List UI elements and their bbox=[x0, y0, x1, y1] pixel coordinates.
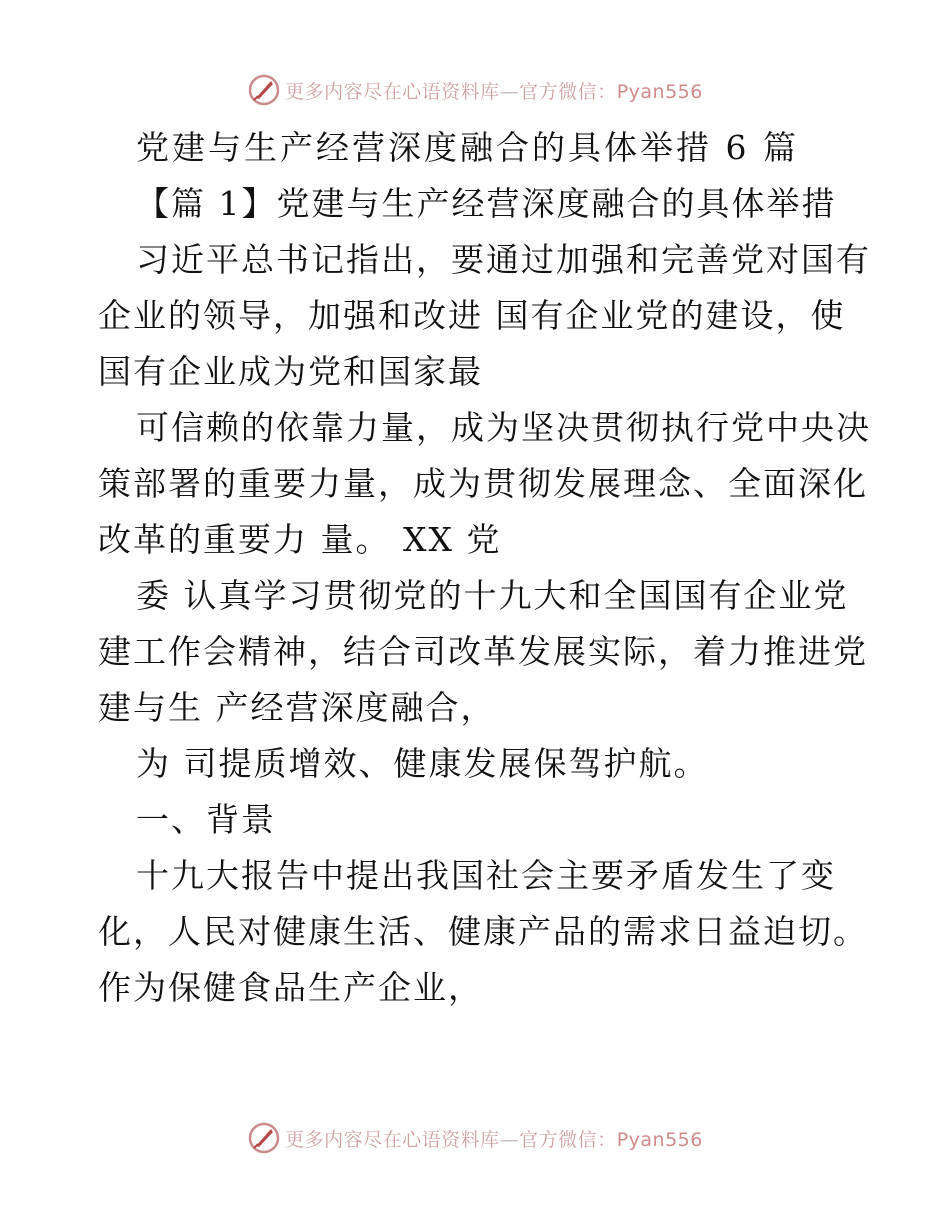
watermark-footer bbox=[0, 1118, 950, 1158]
paragraph-line: 策部署的重要力量，成为贯彻发展理念、全面深化 bbox=[98, 464, 868, 503]
quill-logo-icon bbox=[247, 73, 281, 107]
document-title: 党建与生产经营深度融合的具体举措 6 篇 bbox=[136, 128, 799, 167]
paragraph-line: 习近平总书记指出，要通过加强和完善党对国有 bbox=[136, 240, 871, 279]
paragraph-line: 化，人民对健康生活、健康产品的需求日益迫切。 bbox=[98, 912, 868, 951]
document-body bbox=[98, 120, 871, 1016]
paragraph-line: 企业的领导，加强和改进 国有企业党的建设，使 bbox=[98, 296, 846, 335]
paragraph-line: 作为保健食品生产企业， bbox=[98, 968, 483, 1007]
paragraph-line: 建与生 产经营深度融合， bbox=[98, 688, 496, 727]
paragraph-line: 国有企业成为党和国家最 bbox=[98, 352, 483, 391]
paragraph-line: 十九大报告中提出我国社会主要矛盾发生了变 bbox=[136, 856, 836, 895]
section-subheading: 一、背景 bbox=[136, 800, 276, 839]
paragraph-line: 建工作会精神，结合司改革发展实际，着力推进党 bbox=[98, 632, 868, 671]
watermark-text: 更多内容尽在心语资料库—官方微信：Pyan556 bbox=[285, 80, 703, 103]
quill-logo-icon bbox=[247, 1121, 281, 1155]
paragraph-line: 可信赖的依靠力量，成为坚决贯彻执行党中央决 bbox=[136, 408, 871, 447]
section-heading: 【篇 1】党建与生产经营深度融合的具体举措 bbox=[136, 184, 837, 223]
watermark-header bbox=[0, 70, 950, 110]
paragraph-line: 为 司提质增效、健康发展保驾护航。 bbox=[136, 744, 709, 783]
paragraph-line: 委 认真学习贯彻党的十九大和全国国有企业党 bbox=[136, 576, 849, 615]
watermark-text: 更多内容尽在心语资料库—官方微信：Pyan556 bbox=[285, 1128, 703, 1151]
paragraph-line: 改革的重要力 量。 XX 党 bbox=[98, 520, 502, 559]
